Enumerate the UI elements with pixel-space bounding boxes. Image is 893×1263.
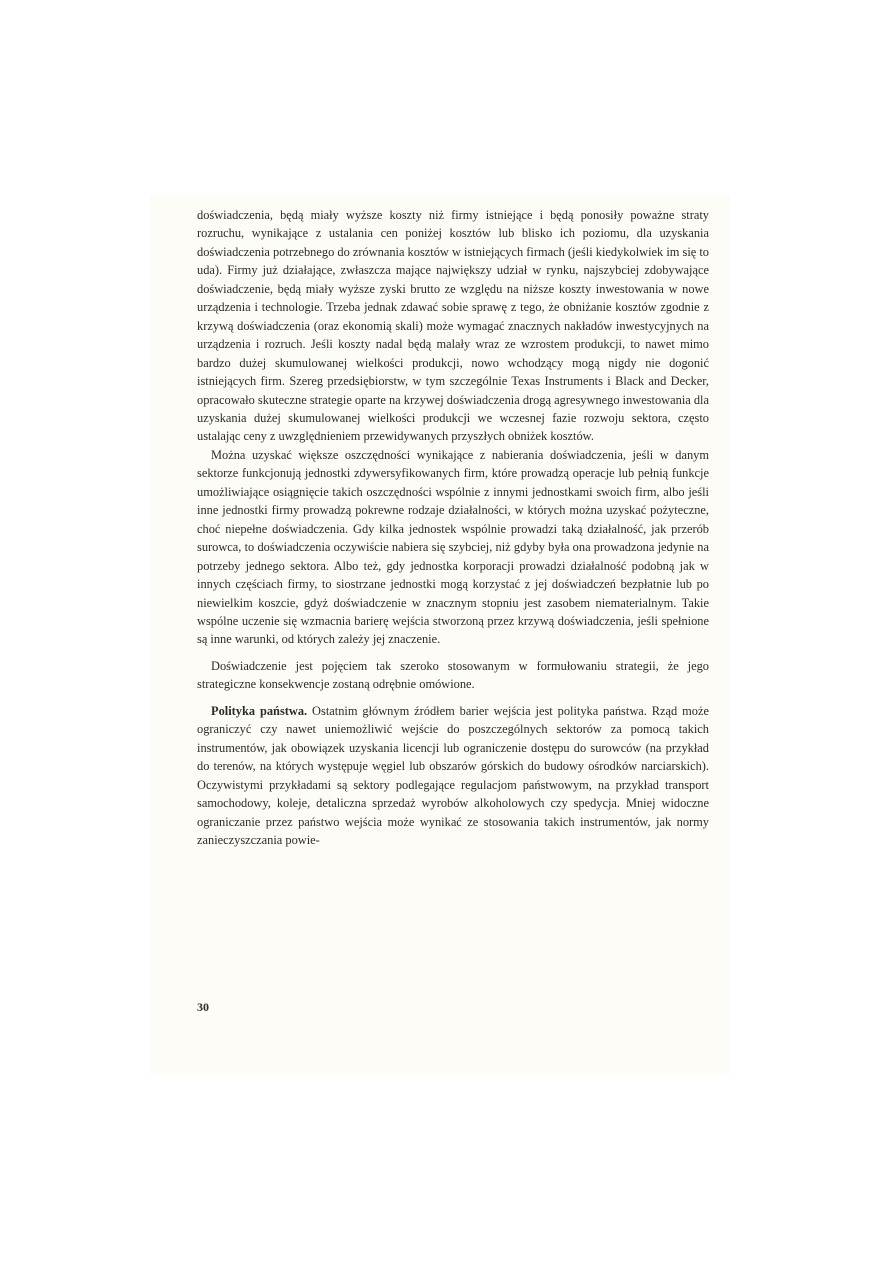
paragraph-3: Doświadczenie jest pojęciem tak szeroko stosowanym w formułowaniu strategii, że jego strategiczne konsekwencje zostaną odrębnie omówione.: [197, 658, 709, 692]
paragraph-4: [197, 702, 709, 850]
paragraph-4-text: Ostatnim głównym źródłem barier wejścia jest polityka państwa. Rząd może ograniczyć czy nawet uniemożliwić wejście do poszczególnych sektorów za pomocą takich instrumentów, jak obowiązek uzyskania licencji lub ograniczenie dostępu do surowców (na przykład do terenów, na których występuje węgiel lub obszarów górskich do budowy ośrodków narciarskich). Oczywistymi przykładami są sektory podlegające regulacjom państwowym, na przykład transport samochodowy, koleje, detaliczna sprzedaż wyrobów alkoholowych czy spedycja. Mniej widoczne ograniczanie przez państwo wejścia może wynikać ze stosowania takich instrumentów, jak normy zanieczyszczania powie-: [197, 703, 709, 847]
section-heading-inline: Polityka państwa.: [211, 703, 308, 718]
paragraph-2: Można uzyskać większe oszczędności wynikające z nabierania doświadczenia, jeśli w danym sektorze funkcjonują jednostki zdywersyfikowanych firm, które prowadzą operacje lub pełnią funkcje umożliwiające osiągnięcie takich oszczędności wspólnie z innymi jednostkami swoich firm, albo jeśli inne jednostki firmy prowadzą pokrewne rodzaje działalności, w których można uzyskać pożyteczne, choć niepełne doświadczenia. Gdy kilka jednostek wspólnie prowadzi taką działalność, jak przerób surowca, to doświadczenia oczywiście nabiera się szybciej, niż gdyby była ona prowadzona jedynie na potrzeby jednego sektora. Albo też, gdy jednostka korporacji prowadzi działalność podobną jak w innych częściach firmy, to siostrzane jednostki mogą korzystać z jej doświadczeń bezpłatnie lub po niewielkim koszcie, gdyż doświadczenie w znacznym stopniu jest zasobem niematerialnym. Takie wspólne uczenie się wzmacnia barierę wejścia stworzoną przez krzywą doświadczenia, jeśli spełnione są inne warunki, od których zależy jej znaczenie.: [197, 447, 709, 647]
page-number: 30: [197, 1000, 209, 1014]
body-text: [197, 206, 709, 849]
paragraph-1: doświadczenia, będą miały wyższe koszty niż firmy istniejące i będą ponosiły poważne straty rozruchu, wynikające z ustalania cen poniżej kosztów lub blisko ich poziomu, dla uzyskania doświadczenia potrzebnego do zrównania kosztów w istniejących firmach (jeśli kiedykolwiek im się to uda). Firmy już działające, zwłaszcza mające największy udział w rynku, najszybciej zdobywające doświadczenie, będą miały wyższe zyski brutto ze względu na niższe koszty inwestowania w nowe urządzenia i technologie. Trzeba jednak zdawać sobie sprawę z tego, że obniżanie kosztów zgodnie z krzywą doświadczenia (oraz ekonomią skali) może wymagać znacznych nakładów inwestycyjnych na urządzenia i rozruch. Jeśli koszty nadal będą malały wraz ze wzrostem produkcji, to nawet mimo bardzo dużej skumulowanej wielkości produkcji, nowo wchodzący mogą nigdy nie dogonić istniejących firm. Szereg przedsiębiorstw, w tym szczególnie Texas Instruments i Black and Decker, opracowało skuteczne strategie oparte na krzywej doświadczenia drogą agresywnego inwestowania dla uzyskania dużej skumulowanej wielkości produkcji we wczesnej fazie rozwoju sektora, często ustalając ceny z uwzględnieniem przewidywanych przyszłych obniżek kosztów.: [197, 208, 709, 444]
